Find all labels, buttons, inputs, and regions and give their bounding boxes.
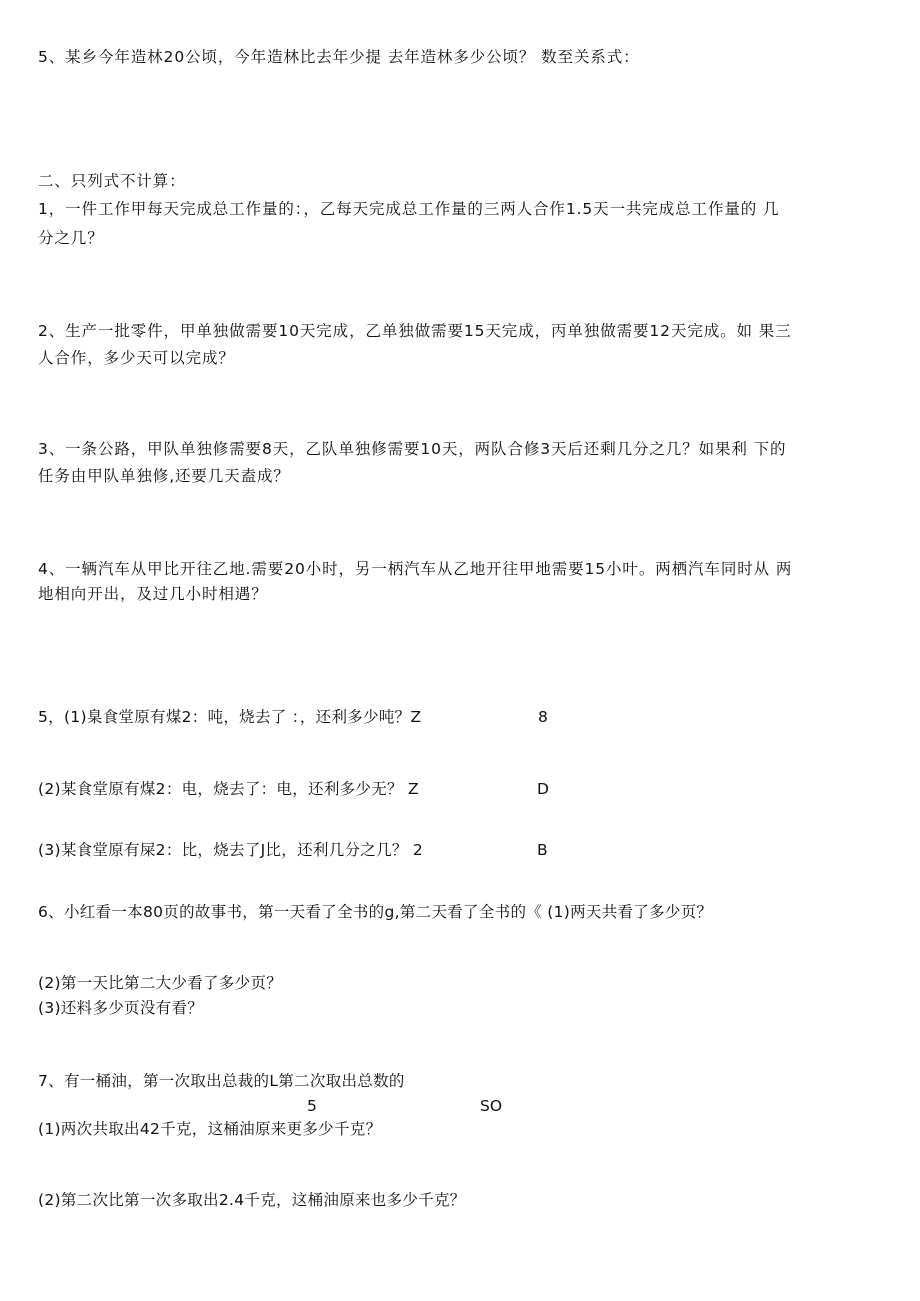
question-3-line-1: 3、一条公路，甲队单独修需要8天，乙队单独修需要10天，两队合修3天后还剩几分之几？如果利 下的 xyxy=(38,440,787,458)
question-6-part-3: (3)还料多少页没有看？ xyxy=(38,999,204,1017)
question-3-line-2: 任务由甲队单独修,还要几天盍成？ xyxy=(38,467,290,485)
question-5-part-3: (3)某食堂原有屎2：比，烧去了J比，还利几分之几？ 2 xyxy=(38,841,424,859)
question-5-part-1: 5，(1)臬食堂原有煤2：吨，烧去了 ：，还利多少吨？Z xyxy=(38,708,422,726)
question-5-forestation: 5、某乡今年造林20公顷，今年造林比去年少提 去年造林多少公顷？ 数至关系式： xyxy=(38,48,640,66)
question-1-line-1: 1，一件工作甲每天完成总工作量的：，乙每天完成总工作量的三两人合作1.5天一共完成总工作量的 几 xyxy=(38,200,780,218)
question-6-part-2: (2)第一天比第二大少看了多少页？ xyxy=(38,974,283,992)
question-7-line-1: 7、有一桶油，第一次取出总裁的L第二次取出总数的 xyxy=(38,1072,405,1090)
question-7-denominator-a: 5 xyxy=(307,1097,317,1115)
question-7-part-1: (1)两次共取出42千克，这桶油原来更多少千克？ xyxy=(38,1120,382,1138)
question-4-line-2: 地相向开出，及过几小时相遇？ xyxy=(38,585,268,603)
question-1-line-2: 分之几？ xyxy=(38,229,104,247)
question-5-part-3-denominator: B xyxy=(537,841,548,859)
question-7-denominator-b: SO xyxy=(480,1097,503,1115)
question-4-line-1: 4、一辆汽车从甲比开往乙地.需要20小时，另一柄汽车从乙地开往甲地需要15小叶。两栖汽车同时从 两 xyxy=(38,560,793,578)
question-6-line-1: 6、小红看一本80页的故事书，第一天看了全书的g,第二天看了全书的《 (1)两天共看了多少页？ xyxy=(38,903,713,921)
question-7-part-2: (2)第二次比第一次多取出2.4千克，这桶油原来也多少千克？ xyxy=(38,1191,466,1209)
question-5-part-2: (2)某食堂原有煤2：电，烧去了：电，还利多少无？ Z xyxy=(38,780,419,798)
question-2-line-1: 2、生产一批零件，甲单独做需要10天完成，乙单独做需要15天完成，丙单独做需要12天完成。如 果三 xyxy=(38,322,792,340)
question-5-part-2-denominator: D xyxy=(537,780,549,798)
question-5-part-1-denominator: 8 xyxy=(538,708,548,726)
question-2-line-2: 人合作，多少天可以完成？ xyxy=(38,349,235,367)
section-2-heading: 二、只列式不计算： xyxy=(38,172,186,190)
